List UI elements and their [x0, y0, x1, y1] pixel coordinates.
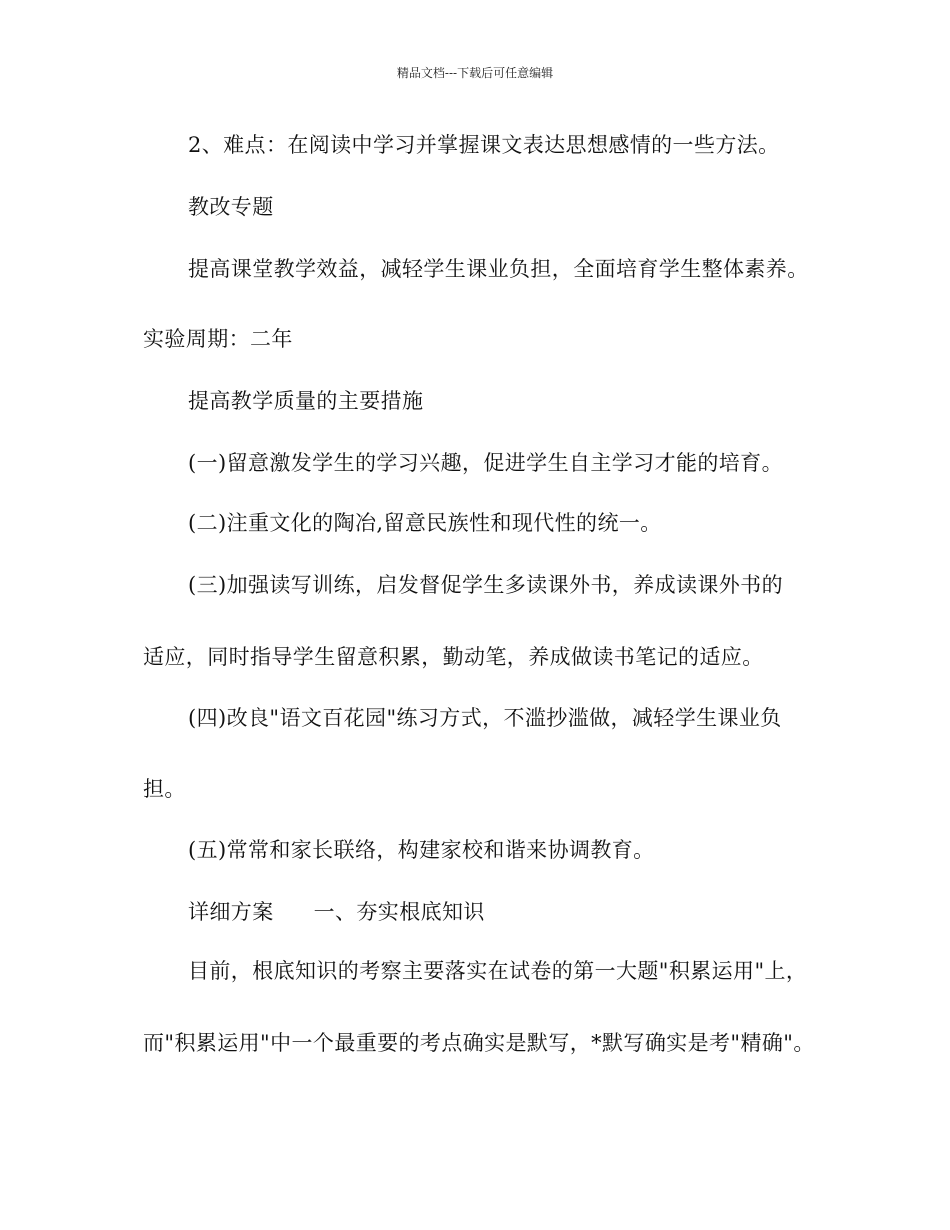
paragraph-experiment-period: 实验周期：二年	[143, 327, 293, 351]
measure-item-2: (二)注重文化的陶冶,留意民族性和现代性的统一。	[188, 511, 662, 535]
plan-section-title: 一、夯实根底知识	[313, 900, 485, 924]
measure-item-1: (一)留意激发学生的学习兴趣，促进学生自主学习才能的培育。	[188, 451, 783, 475]
heading-detailed-plan	[188, 898, 485, 926]
heading-main-measures: 提高教学质量的主要措施	[188, 389, 424, 413]
measure-item-5: (五)常常和家长联络，构建家校和谐来协调教育。	[188, 838, 655, 862]
paragraph-reform-goal: 提高课堂教学效益，减轻学生课业负担，全面培育学生整体素养。	[188, 257, 809, 281]
paragraph-basics-line-1: 目前，根底知识的考察主要落实在试卷的第一大题"积累运用"上，	[188, 959, 808, 983]
paragraph-basics-line-2: 而"积累运用"中一个最重要的考点确实是默写，*默写确实是考"精确"。	[143, 1031, 815, 1055]
plan-label: 详细方案	[188, 900, 274, 924]
measure-item-4-line-1: (四)改良"语文百花园"练习方式，不滥抄滥做，减轻学生课业负	[188, 706, 782, 730]
measure-item-3-line-1: (三)加强读写训练，启发督促学生多读课外书，养成读课外书的	[188, 573, 783, 597]
paragraph-difficulty: 2、难点：在阅读中学习并掌握课文表达思想感情的一些方法。	[188, 133, 780, 157]
measure-item-3-line-2: 适应，同时指导学生留意积累，勤动笔，养成做读书笔记的适应。	[143, 645, 764, 669]
measure-item-4-line-2: 担。	[143, 777, 186, 801]
page-header: 精品文档---下载后可任意编辑	[396, 66, 554, 80]
heading-reform-topic: 教改专题	[188, 195, 274, 219]
